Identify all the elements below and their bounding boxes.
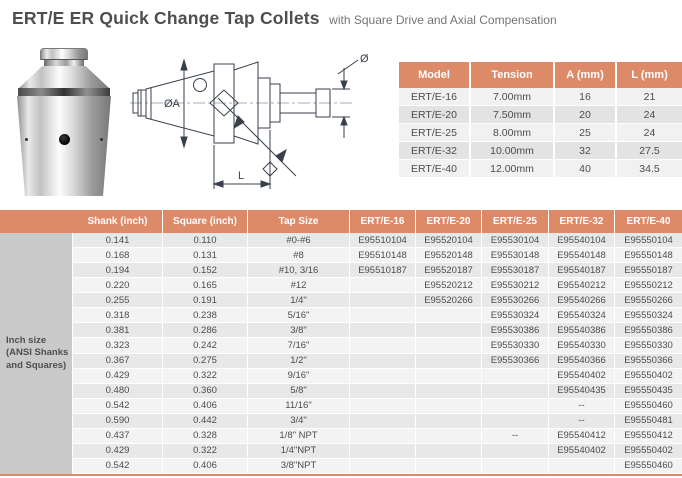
table-cell [350,293,416,308]
table-cell: E95540212 [549,278,615,293]
table-cell [482,414,549,429]
main-header-row [0,210,682,233]
table-cell: E95540148 [549,248,615,263]
table-cell: 0.429 [73,444,163,459]
table-cell [350,354,416,369]
table-cell [350,323,416,338]
dimension-label-length: L [238,170,245,182]
table-cell: 5/8" [248,384,350,399]
table-row [0,293,682,308]
photo-body [17,96,111,196]
table-cell: 3/8"NPT [248,459,350,474]
table-cell: E95550386 [615,323,682,338]
table-cell: 0.238 [163,308,248,323]
main-table-body [0,233,682,474]
table-cell: 1/2" [248,354,350,369]
table-row [399,160,682,178]
table-cell: E95530187 [482,263,549,278]
table-cell: 40 [555,160,617,178]
table-cell: E95540266 [549,293,615,308]
table-cell: E95530366 [482,354,549,369]
table-cell: E95520104 [416,233,482,248]
table-cell: #0-#6 [248,233,350,248]
table-cell: E95520212 [416,278,482,293]
table-cell [350,444,416,459]
table-row [0,248,682,263]
table-cell: 24 [617,106,682,124]
table-cell: E95540386 [549,323,615,338]
table-cell: -- [549,414,615,429]
main-table [0,210,682,474]
table-cell: 16 [555,88,617,106]
table-cell: E95520187 [416,263,482,278]
table-cell: 9/16" [248,369,350,384]
table-row [0,338,682,353]
table-cell [416,399,482,414]
tech-drawing-svg [120,48,390,200]
table-cell: 0.406 [163,399,248,414]
table-cell: 32 [555,142,617,160]
table-cell: E95530148 [482,248,549,263]
table-cell: E95550402 [615,369,682,384]
table-cell: E95550148 [615,248,682,263]
column-header: ERT/E-16 [350,210,416,233]
table-cell: E95550324 [615,308,682,323]
column-header: ERT/E-25 [482,210,549,233]
table-cell: -- [549,399,615,414]
table-cell: 0.255 [73,293,163,308]
table-cell: 0.275 [163,354,248,369]
table-cell [350,459,416,474]
table-cell: 0.220 [73,278,163,293]
table-cell: 0.286 [163,323,248,338]
product-photo [6,48,122,200]
table-cell: E95550402 [615,444,682,459]
spec-table-container [399,62,682,178]
table-cell: 12.00mm [471,160,555,178]
table-cell [482,399,549,414]
table-cell: E95540412 [549,429,615,444]
table-cell [416,308,482,323]
table-cell [482,384,549,399]
table-cell: E95530330 [482,338,549,353]
table-cell: E95540187 [549,263,615,278]
table-cell: E95520266 [416,293,482,308]
table-cell: 1/8" NPT [248,429,350,444]
table-cell [416,384,482,399]
table-cell: E95540402 [549,369,615,384]
table-row [0,399,682,414]
table-cell: E95550460 [615,399,682,414]
table-cell: E95550266 [615,293,682,308]
table-cell: 0.322 [163,369,248,384]
table-cell: -- [482,429,549,444]
table-cell: 0.442 [163,414,248,429]
spec-header-row [399,62,682,88]
table-row [399,88,682,106]
column-header: Model [399,62,471,88]
table-cell: 24 [617,124,682,142]
column-header [0,210,73,233]
table-cell: ERT/E-25 [399,124,471,142]
table-row [399,124,682,142]
table-cell [416,323,482,338]
column-header: Tension [471,62,555,88]
table-cell [350,369,416,384]
table-cell: 34.5 [617,160,682,178]
column-header: Square (inch) [163,210,248,233]
row-group-label: Inch size (ANSI Shanks and Squares) [0,233,73,474]
table-row [0,384,682,399]
table-cell: E95540402 [549,444,615,459]
table-cell: E95530386 [482,323,549,338]
table-cell: 0.141 [73,233,163,248]
column-header: ERT/E-32 [549,210,615,233]
table-cell: 0.360 [163,384,248,399]
table-cell: 5/16" [248,308,350,323]
main-table-header [0,210,682,233]
table-cell: E95550460 [615,459,682,474]
table-row [0,444,682,459]
table-cell: 0.406 [163,459,248,474]
table-cell: E95540366 [549,354,615,369]
table-row [0,278,682,293]
table-cell: 21 [617,88,682,106]
table-cell [350,429,416,444]
table-cell [350,338,416,353]
photo-shoulder [19,66,109,88]
table-cell: 0.152 [163,263,248,278]
table-cell: 0.168 [73,248,163,263]
table-cell: 1/4"NPT [248,444,350,459]
page-title [12,8,557,29]
table-cell: 0.110 [163,233,248,248]
column-header: Shank (inch) [73,210,163,233]
table-cell: ERT/E-40 [399,160,471,178]
main-table-container [0,210,682,476]
table-cell: E95540104 [549,233,615,248]
table-cell [350,399,416,414]
table-cell [350,414,416,429]
table-row [0,263,682,278]
table-cell: 11/16" [248,399,350,414]
table-cell [482,369,549,384]
table-cell [416,429,482,444]
table-cell: #12 [248,278,350,293]
table-cell: 0.590 [73,414,163,429]
photo-neck [44,60,84,66]
table-cell: 0.318 [73,308,163,323]
table-row [0,429,682,444]
photo-center-hole [59,134,70,145]
tech-drawing [120,48,390,200]
table-row [0,459,682,474]
page-title-main: ERT/E ER Quick Change Tap Collets [12,8,320,28]
table-cell: E95530324 [482,308,549,323]
table-cell [416,369,482,384]
table-cell: 0.328 [163,429,248,444]
table-cell: 0.542 [73,399,163,414]
column-header: L (mm) [617,62,682,88]
page-title-subtitle: with Square Drive and Axial Compensation [329,13,557,27]
table-cell: 7.00mm [471,88,555,106]
table-cell [350,278,416,293]
table-cell: E95540435 [549,384,615,399]
dimension-label-diameter-a: ØA [164,98,180,110]
table-cell: E95540330 [549,338,615,353]
table-cell: #8 [248,248,350,263]
column-header: A (mm) [555,62,617,88]
table-cell: 0.191 [163,293,248,308]
table-cell: E95550481 [615,414,682,429]
table-cell: 1/4" [248,293,350,308]
table-cell: 0.429 [73,369,163,384]
table-cell: 27.5 [617,142,682,160]
table-cell: #10, 3/16 [248,263,350,278]
photo-groove-band [18,88,110,96]
table-cell [482,444,549,459]
photo-side-hole-right [100,138,103,141]
table-cell: 0.381 [73,323,163,338]
table-cell: 0.437 [73,429,163,444]
table-cell [416,338,482,353]
table-cell: 3/4" [248,414,350,429]
table-cell: 10.00mm [471,142,555,160]
table-row [0,308,682,323]
dimension-label-diameter: Ø [360,53,369,65]
table-row [0,233,682,248]
table-cell: 0.194 [73,263,163,278]
table-cell [416,414,482,429]
table-cell: E95550187 [615,263,682,278]
table-cell [416,354,482,369]
table-cell: E95550104 [615,233,682,248]
column-header: ERT/E-20 [416,210,482,233]
table-cell: E95530212 [482,278,549,293]
table-cell: 7.50mm [471,106,555,124]
table-cell: E95530266 [482,293,549,308]
photo-knurled-cap [40,48,88,60]
table-row [0,354,682,369]
table-row [0,323,682,338]
table-cell [482,459,549,474]
table-cell: E95530104 [482,233,549,248]
table-cell [416,444,482,459]
table-cell: ERT/E-32 [399,142,471,160]
table-cell: E95550435 [615,384,682,399]
spec-table-body [399,88,682,178]
table-cell: E95550330 [615,338,682,353]
table-cell: 0.367 [73,354,163,369]
table-cell: 0.242 [163,338,248,353]
table-row [399,142,682,160]
table-cell: E95510148 [350,248,416,263]
table-cell: E95550212 [615,278,682,293]
photo-side-hole-left [25,138,28,141]
table-row [399,106,682,124]
table-row [0,369,682,384]
table-cell: 0.480 [73,384,163,399]
spec-table-header [399,62,682,88]
table-cell [350,384,416,399]
table-cell: E95520148 [416,248,482,263]
table-cell: 0.165 [163,278,248,293]
table-cell: 0.323 [73,338,163,353]
table-cell: ERT/E-16 [399,88,471,106]
table-cell: 8.00mm [471,124,555,142]
table-cell: E95510187 [350,263,416,278]
table-row [0,414,682,429]
table-cell: 0.542 [73,459,163,474]
table-cell [416,459,482,474]
table-cell [549,459,615,474]
column-header: ERT/E-40 [615,210,682,233]
table-cell: E95550412 [615,429,682,444]
table-cell: 7/16" [248,338,350,353]
table-cell: E95540324 [549,308,615,323]
table-cell: 0.322 [163,444,248,459]
table-cell: 25 [555,124,617,142]
column-header: Tap Size [248,210,350,233]
table-cell: 20 [555,106,617,124]
table-cell: 0.131 [163,248,248,263]
table-cell: ERT/E-20 [399,106,471,124]
table-cell [350,308,416,323]
table-cell: E95550366 [615,354,682,369]
table-cell: E95510104 [350,233,416,248]
spec-table [399,62,682,178]
table-cell: 3/8" [248,323,350,338]
